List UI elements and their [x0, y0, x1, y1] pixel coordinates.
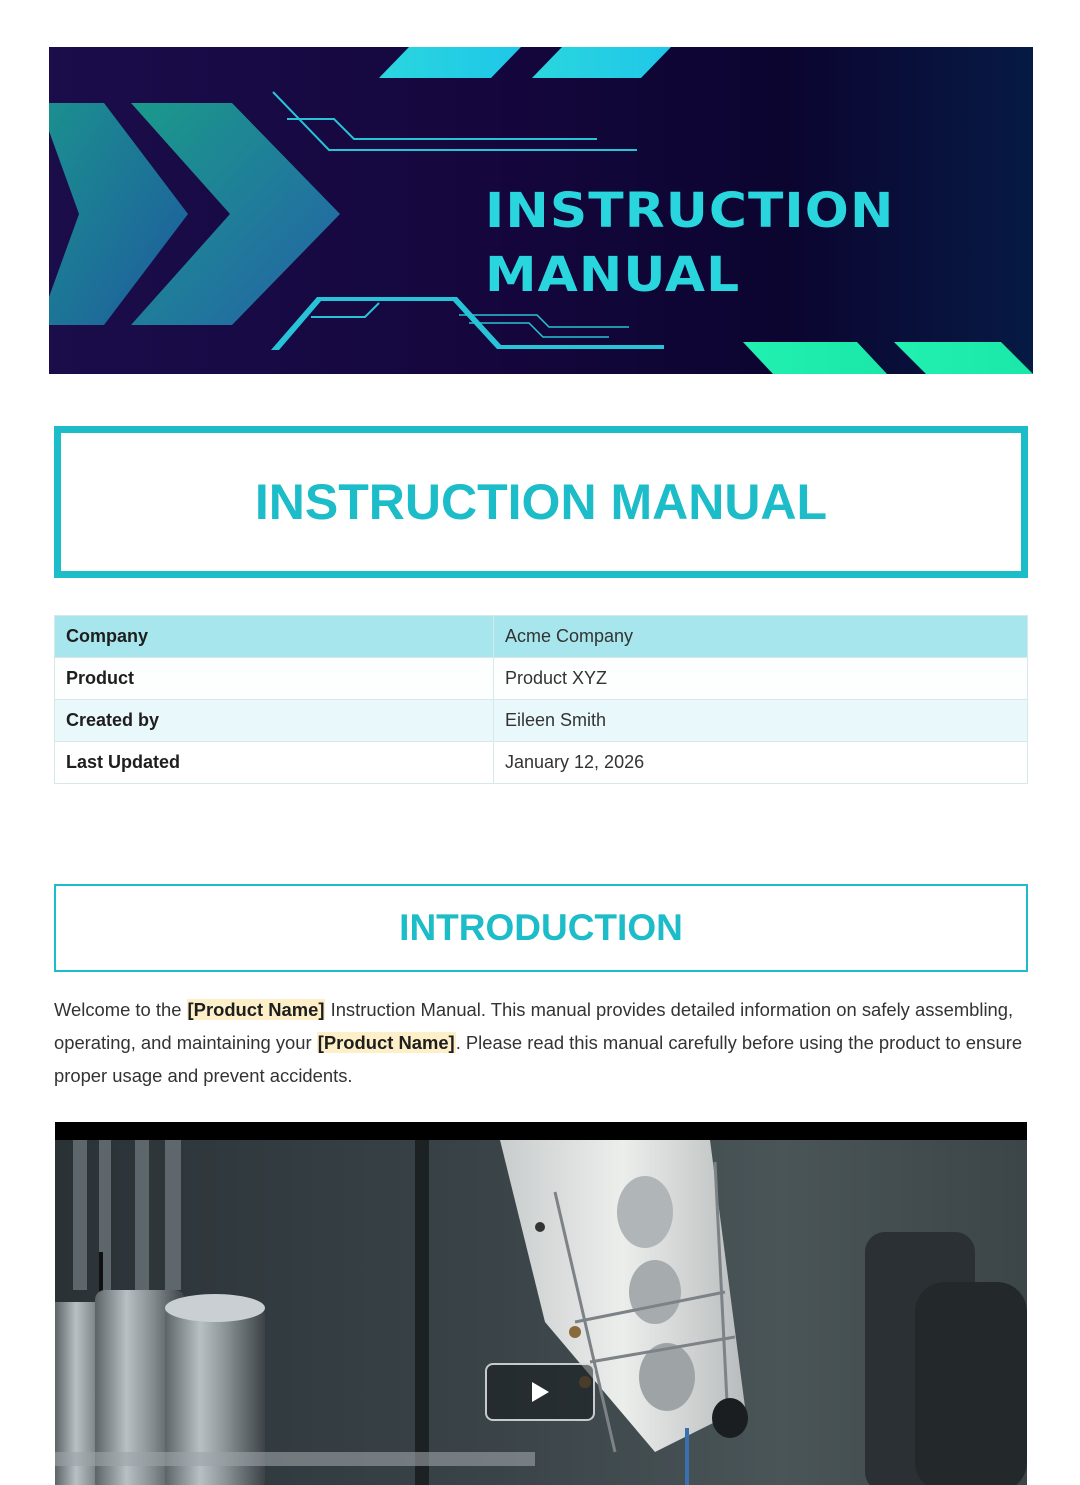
info-value-product: Product XYZ: [494, 658, 1028, 700]
info-label-product: Product: [55, 658, 494, 700]
play-icon: [530, 1381, 550, 1403]
info-value-created-by: Eileen Smith: [494, 700, 1028, 742]
play-button[interactable]: [485, 1363, 595, 1421]
product-name-placeholder: [Product Name]: [317, 1032, 455, 1053]
intro-text-2: Instruction Manual. This manual provides detailed information on safely assembling, operating, and maintaining your: [54, 999, 1014, 1053]
document-info-table: [54, 615, 1028, 784]
introduction-section-header: [54, 884, 1028, 972]
table-row: [55, 700, 1028, 742]
banner-title-line2: MANUAL: [485, 247, 741, 303]
circuit-lines-top: [273, 92, 637, 150]
info-label-company: Company: [55, 616, 494, 658]
header-banner: [49, 47, 1033, 374]
table-row: [55, 742, 1028, 784]
intro-text-3: . Please read this manual carefully before using the product to ensure proper usage and prevent accidents.: [54, 1032, 1023, 1086]
banner-title-line1: INSTRUCTION: [485, 183, 895, 239]
table-row: [55, 616, 1028, 658]
table-row: [55, 658, 1028, 700]
introduction-paragraph: [54, 993, 1029, 1092]
info-value-company: Acme Company: [494, 616, 1028, 658]
page-title: INSTRUCTION MANUAL: [254, 474, 828, 530]
info-label-last-updated: Last Updated: [55, 742, 494, 784]
top-bar-1: [379, 47, 521, 78]
info-label-created-by: Created by: [55, 700, 494, 742]
title-box: [54, 426, 1028, 578]
product-name-placeholder: [Product Name]: [187, 999, 325, 1020]
intro-text-1: Welcome to the: [54, 999, 187, 1020]
video-player[interactable]: [55, 1122, 1027, 1485]
banner-title: [485, 179, 1003, 307]
top-bar-2: [532, 47, 671, 78]
info-value-last-updated: January 12, 2026: [494, 742, 1028, 784]
bottom-bar-1: [743, 342, 887, 374]
video-thumbnail: [55, 1122, 1027, 1485]
introduction-heading: INTRODUCTION: [399, 907, 683, 948]
bottom-bar-2: [894, 342, 1033, 374]
